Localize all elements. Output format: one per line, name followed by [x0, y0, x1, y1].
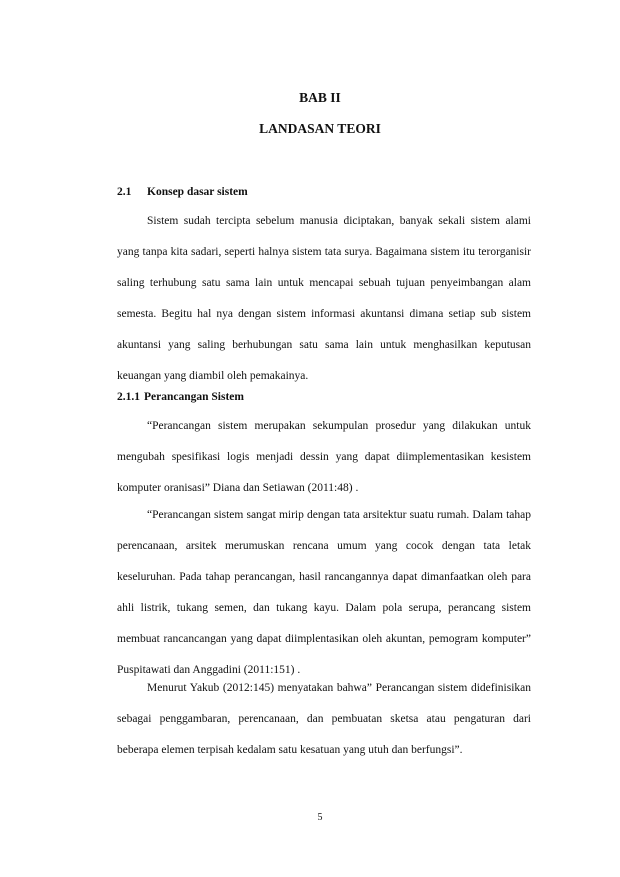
paragraph-perancangan-3: Menurut Yakub (2012:145) menyatakan bahwa” Perancangan sistem didefinisikan sebagai penggambaran, perencanaan, dan pembuatan sketsa atau pengaturan dari beberapa elemen terpisah kedalam satu kesatuan yang utuh dan berfungsi”.	[117, 682, 531, 756]
paragraph-perancangan-2: “Perancangan sistem sangat mirip dengan tata arsitektur suatu rumah. Dalam tahap perencanaan, arsitek merumuskan rencana umum yang cocok dengan tata letak keseluruhan. Pada tahap perancangan, hasil rancangannya dapat dimanfaatkan oleh para ahli listrik, tukang semen, dan tukang kayu. Dalam pola serupa, perancang sistem membuat rancancangan yang dapat diimplentasikan oleh akuntan, pemogram komputer” Puspitawati dan Anggadini (2011:151) .	[117, 509, 531, 676]
subsection-title: Perancangan Sistem	[144, 391, 244, 403]
section-number: 2.1	[117, 186, 132, 198]
section-title: Konsep dasar sistem	[147, 186, 248, 198]
chapter-title: LANDASAN TEORI	[259, 121, 381, 136]
subsection-number: 2.1.1	[117, 391, 140, 403]
paragraph-perancangan-1: “Perancangan sistem merupakan sekumpulan prosedur yang dilakukan untuk mengubah spesifikasi logis menjadi dessin yang dapat diimplementasikan kesistem komputer oranisasi” Diana dan Setiawan (2011:48) .	[117, 420, 531, 494]
paragraph-konsep-dasar-sistem: Sistem sudah tercipta sebelum manusia diciptakan, banyak sekali sistem alami yang tanpa kita sadari, seperti halnya sistem tata surya. Bagaimana sistem itu terorganisir saling terhubung satu sama lain untuk mencapai sebuah tujuan penyeimbangan alam semesta. Begitu hal nya dengan sistem informasi akuntansi dimana setiap sub sistem akuntansi yang saling berhubungan satu sama lain untuk menghasilkan keputusan keuangan yang diambil oleh pemakainya.	[117, 215, 531, 382]
section-heading-2-1	[117, 186, 248, 198]
section-heading-2-1-1	[117, 391, 244, 403]
chapter-number: BAB II	[299, 90, 341, 105]
page-number: 5	[317, 812, 323, 823]
